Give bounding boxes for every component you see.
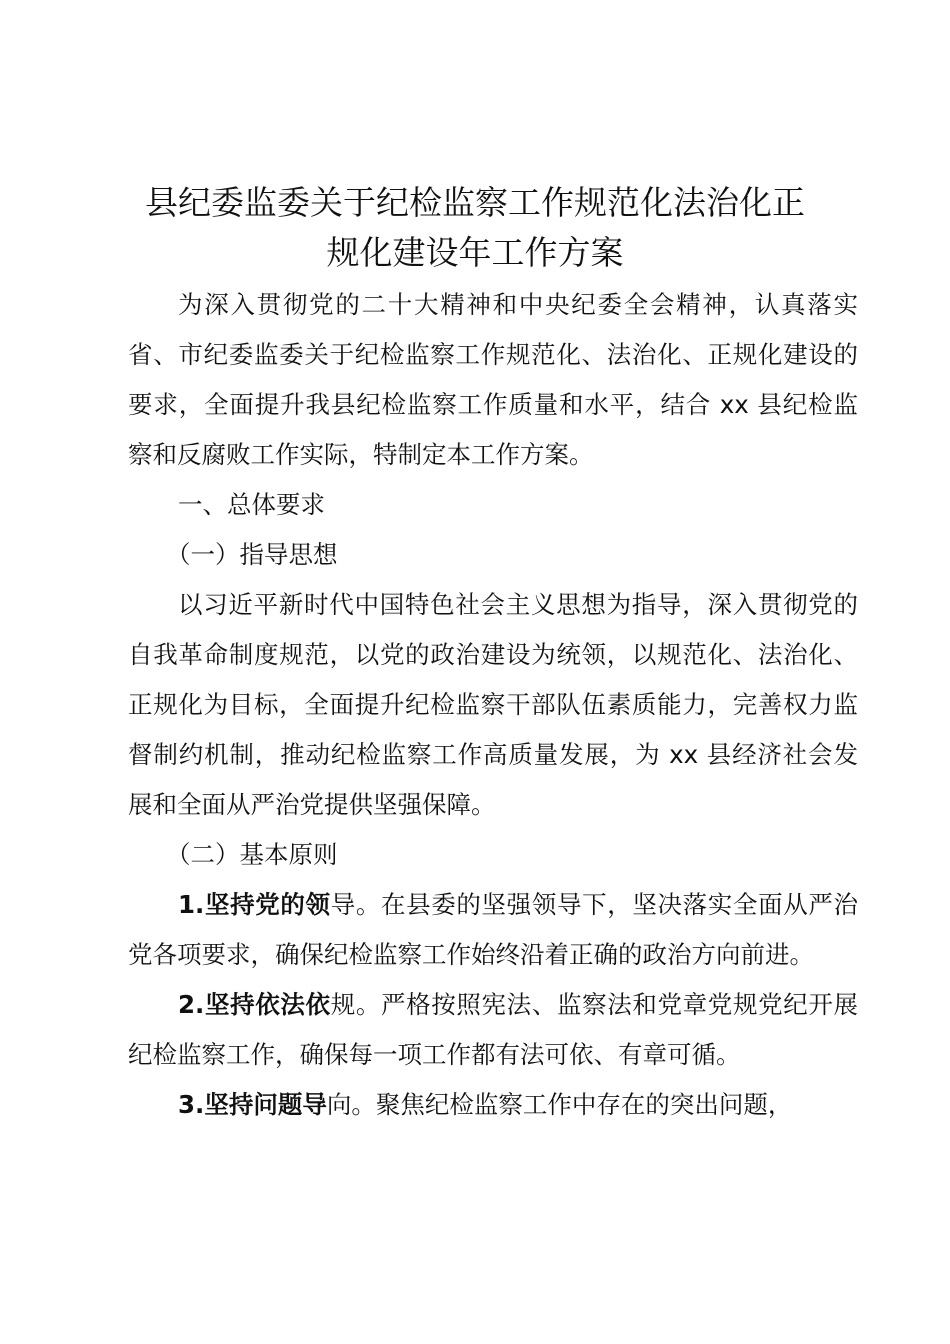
document-body: [128, 280, 858, 1130]
principle-2-text: 规。严格按照宪法、监察法和党章党规党纪开展纪检监察工作，确保每一项工作都有法可依、有章可循。: [128, 990, 859, 1069]
title-line-1: 县纪委监委关于纪检监察工作规范化法治化正: [145, 183, 805, 222]
guiding-thought-paragraph: 以习近平新时代中国特色社会主义思想为指导，深入贯彻党的自我革命制度规范，以党的政治建设为统领，以规范化、法治化、正规化为目标，全面提升纪检监察干部队伍素质能力，完善权力监督制约机制，推动纪检监察工作高质量发展，为 xx 县经济社会发展和全面从严治党提供坚强保障。: [128, 590, 858, 819]
section-heading-1: 一、总体要求: [178, 490, 325, 519]
title-line-2: 规化建设年工作方案: [326, 233, 624, 272]
principle-1-title: 1.坚持党的领: [178, 890, 331, 919]
principle-1-text: 导。在县委的坚强领导下，坚决落实全面从严治党各项要求，确保纪检监察工作始终沿着正确的政治方向前进。: [128, 890, 859, 969]
subsection-heading-2: （二）基本原则: [166, 840, 338, 869]
principle-3-title: 3.坚持问题导: [178, 1090, 327, 1119]
subsection-heading-1: （一）指导思想: [166, 540, 338, 569]
document-title: [60, 178, 890, 278]
principle-2-paragraph: [128, 980, 858, 1080]
principle-3-text: 向。聚焦纪检监察工作中存在的突出问题，: [326, 1090, 793, 1119]
principle-2-title: 2.坚持依法依: [178, 990, 331, 1019]
intro-paragraph: 为深入贯彻党的二十大精神和中央纪委全会精神，认真落实省、市纪委监委关于纪检监察工作规范化、法治化、正规化建设的要求，全面提升我县纪检监察工作质量和水平，结合 xx 县纪检监察和反腐败工作实际，特制定本工作方案。: [128, 290, 858, 469]
principle-3-paragraph: [128, 1080, 858, 1130]
principle-1-paragraph: [128, 880, 858, 980]
